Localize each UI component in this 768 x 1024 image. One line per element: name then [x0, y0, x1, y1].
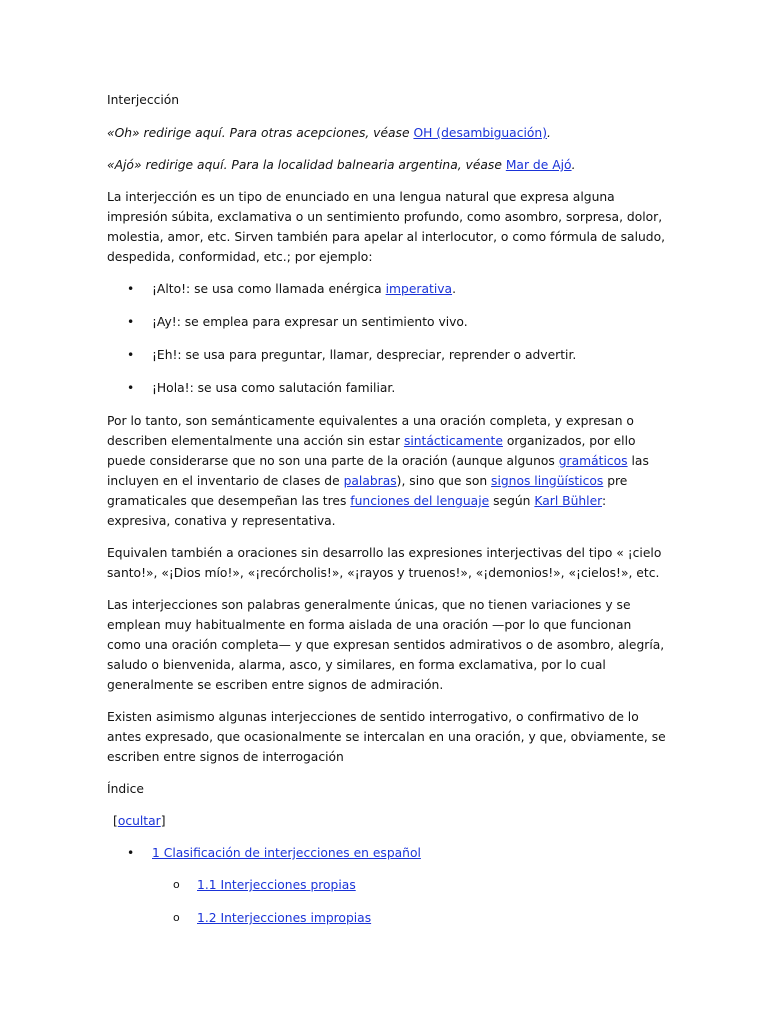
para-text: ), sino que son: [396, 474, 492, 488]
toc-item: [107, 843, 667, 863]
para-text: según: [489, 494, 535, 508]
list-item: [107, 279, 667, 299]
link-signos-linguisticos[interactable]: signos lingüísticos: [491, 474, 604, 488]
list-item: [107, 312, 667, 332]
paragraph-characteristics: Las interjecciones son palabras generalmente únicas, que no tienen variaciones y se emplean muy habitualmente en forma aislada de una oración —por lo que funcionan como una oración completa— y que expresan sentidos admirativos o de asombro, alegría, saludo o bienvenida, alarma, asco, y similares, en forma exclamativa, por lo cual generalmente se escriben entre signos de admiración.: [107, 598, 665, 692]
para-text: Por lo tanto, son semánticamente equivalentes a una oración completa, y expresan o describen elementalmente una acción sin estar: [107, 414, 634, 448]
para-text: las incluyen en el inventario de clases de: [107, 454, 649, 488]
list-item: [107, 378, 667, 398]
link-funciones-del-lenguaje[interactable]: funciones del lenguaje: [350, 494, 490, 508]
para-text: pre gramaticales que desempeñan las tres: [107, 474, 628, 508]
link-oh-disambiguation[interactable]: OH (desambiguación): [413, 126, 548, 140]
redirect-note-oh: [107, 123, 667, 143]
link-gramaticos[interactable]: gramáticos: [558, 454, 628, 468]
toc-subitem: [107, 908, 667, 928]
toc-link-interjecciones-impropias[interactable]: 1.2 Interjecciones impropias: [197, 911, 372, 925]
paragraph-semantics: [107, 411, 667, 531]
example-text: ¡Ay!: se emplea para expresar un sentimiento vivo.: [152, 315, 468, 329]
list-item: [107, 345, 667, 365]
link-mar-de-ajo[interactable]: Mar de Ajó: [505, 158, 572, 172]
link-imperativa[interactable]: imperativa: [385, 282, 453, 296]
link-karl-buhler[interactable]: Karl Bühler: [534, 494, 602, 508]
hide-toc-link[interactable]: ocultar: [117, 814, 161, 828]
redirect-end: .: [571, 158, 576, 172]
table-of-contents: [107, 843, 667, 863]
example-end: .: [452, 282, 456, 296]
toc-link-interjecciones-propias[interactable]: 1.1 Interjecciones propias: [197, 878, 356, 892]
redirect-text: «Oh» redirige aquí. Para otras acepciones, véase: [107, 126, 414, 140]
examples-list: [107, 279, 667, 398]
toc-toggle: [113, 811, 667, 831]
toc-sublist: [107, 875, 667, 928]
redirect-end: .: [547, 126, 551, 140]
toc-link-clasificacion[interactable]: 1 Clasificación de interjecciones en español: [152, 846, 421, 860]
paragraph-equivalents: Equivalen también a oraciones sin desarrollo las expresiones interjectivas del tipo « ¡cielo santo!», «¡Dios mío!», «¡recórcholis!», «¡rayos y truenos!», «¡demonios!», «¡cielos!», etc.: [107, 546, 662, 580]
example-text: ¡Alto!: se usa como llamada enérgica: [152, 282, 386, 296]
intro-paragraph: La interjección es un tipo de enunciado en una lengua natural que expresa alguna impresión súbita, exclamativa o un sentimiento profundo, como asombro, sorpresa, dolor, molestia, amor, etc. Sirven también para apelar al interlocutor, o como fórmula de saludo, despedida, conformidad, etc.; por ejemplo:: [107, 190, 666, 264]
link-sintacticamente[interactable]: sintácticamente: [403, 434, 503, 448]
redirect-text: «Ajó» redirige aquí. Para la localidad balnearia argentina, véase: [107, 158, 506, 172]
toc-subitem: [107, 875, 667, 895]
example-text: ¡Eh!: se usa para preguntar, llamar, despreciar, reprender o advertir.: [152, 348, 577, 362]
index-heading: Índice: [107, 782, 144, 796]
document-page: [107, 90, 667, 941]
para-text: organizados, por ello puede considerarse que no son una parte de la oración (aunque algunos: [107, 434, 636, 468]
paragraph-interrogative: Existen asimismo algunas interjecciones de sentido interrogativo, o confirmativo de lo antes expresado, que ocasionalmente se intercalan en una oración, y que, obviamente, se escriben entre signos de interrogación: [107, 710, 666, 764]
example-text: ¡Hola!: se usa como salutación familiar.: [152, 381, 396, 395]
link-palabras[interactable]: palabras: [343, 474, 397, 488]
bracket-close: ]: [160, 814, 166, 828]
bracket-open: [: [113, 814, 118, 828]
para-text: : expresiva, conativa y representativa.: [107, 494, 607, 528]
redirect-note-ajo: [107, 155, 667, 175]
article-title: Interjección: [107, 93, 180, 107]
